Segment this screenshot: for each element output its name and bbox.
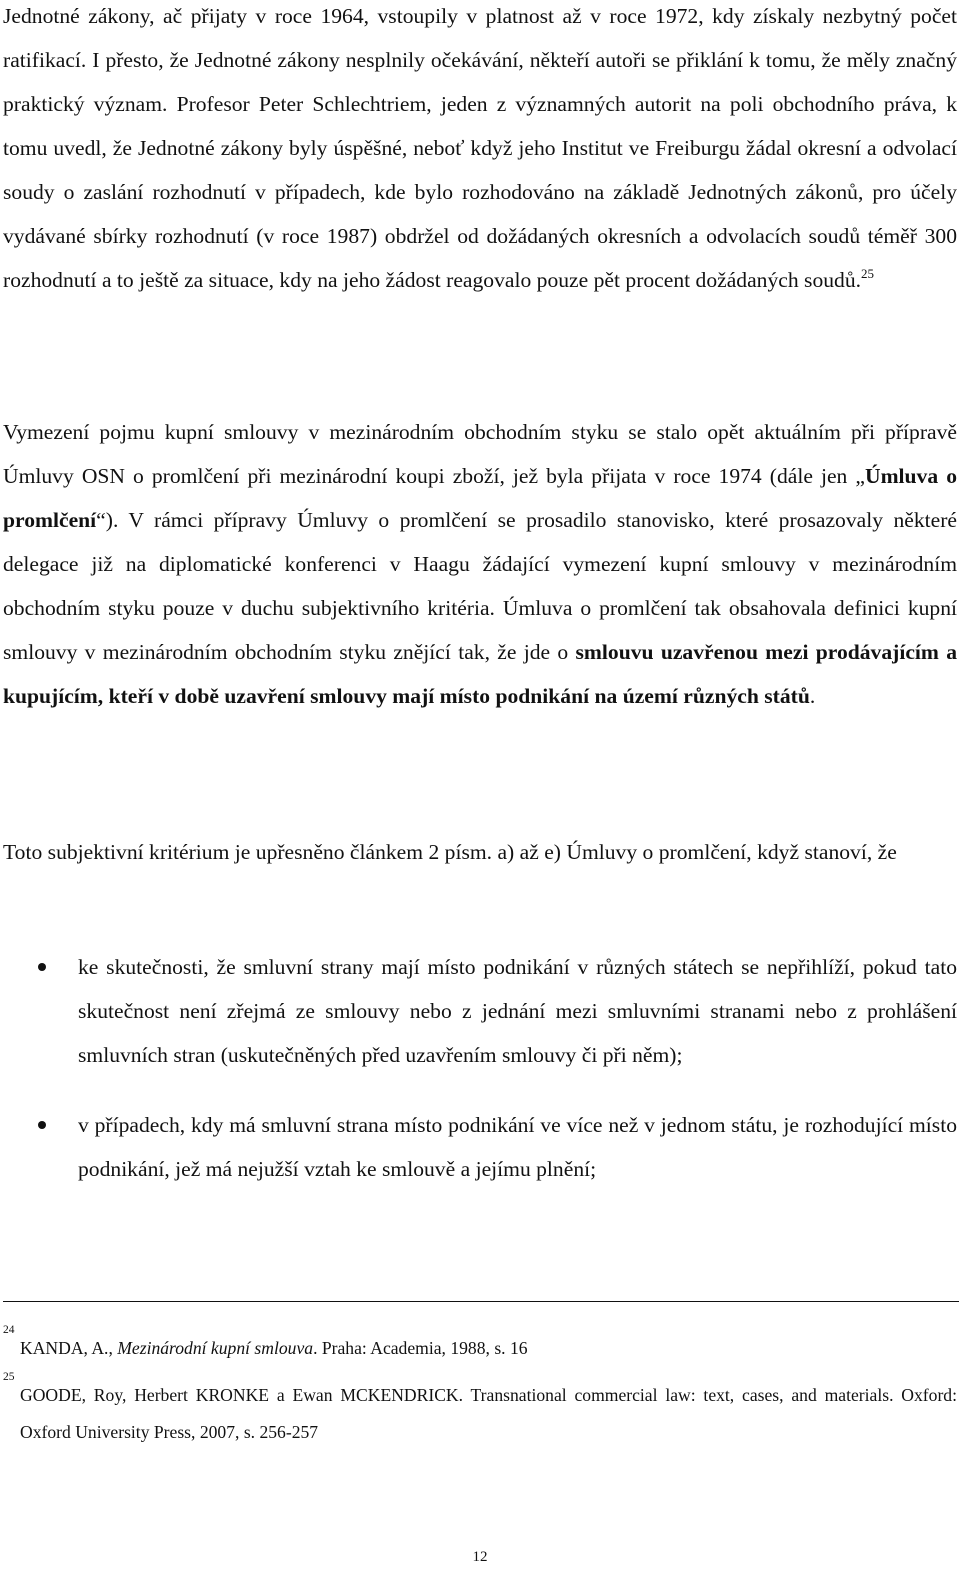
paragraph-2 <box>3 410 957 718</box>
bullet-dot-icon <box>38 1121 46 1129</box>
paragraph-3 <box>3 830 957 874</box>
footnotes <box>0 1324 960 1451</box>
footnote-number: 24 <box>3 1324 15 1336</box>
footnote-text-a: KANDA, A., <box>20 1338 118 1358</box>
paragraph-1-text: Jednotné zákony, ač přijaty v roce 1964, vstoupily v platnost až v roce 1972, kdy získaly nezbytný počet ratifikací. I přesto, že Jednotné zákony nesplnily očekávání, někteří autoři se přiklání k tomu, že měly značný praktický význam. Profesor Peter Schlechtriem, jeden z významných autorit na poli obchodního práva, k tomu uvedl, že Jednotné zákony byly úspěšné, neboť když jeho Institut ve Freiburgu žádal okresní a odvolací soudy o zaslání rozhodnutí v případech, kde bylo rozhodováno na základě Jednotných zákonů, pro účely vydávané sbírky rozhodnutí (v roce 1987) obdržel od dožádaných okresních a odvolacích soudů téměř 300 rozhodnutí a to ještě za situace, kdy na jeho žádost reagovalo pouze pět procent dožádaných soudů. <box>3 4 957 292</box>
paragraph-2-bold-definition: smlouvu uzavřenou mezi prodávajícím a kupujícím, kteří v době uzavření smlouvy mají místo podnikání na území různých států <box>3 640 957 708</box>
bullet-dot-icon <box>38 963 46 971</box>
paragraph-2-bold-term: Úmluva o promlčení <box>3 464 957 532</box>
page-number: 12 <box>472 1549 488 1565</box>
footnote-text-b: . Praha: Academia, 1988, s. 16 <box>313 1338 528 1358</box>
bullet-item <box>0 945 960 1077</box>
paragraph-1 <box>3 0 957 302</box>
paragraph-2-text-c: . <box>809 684 816 708</box>
footnote-text-a: GOODE, Roy, Herbert KRONKE a Ewan MCKENDRICK. Transnational commercial law: text, cases, and materials. Oxford: Oxford University Press, 2007, s. 256-257 <box>20 1385 957 1442</box>
bullet-list <box>0 945 960 1191</box>
footnote-italic-title: Mezinárodní kupní smlouva <box>117 1338 314 1358</box>
paragraph-2-text-a: Vymezení pojmu kupní smlouvy v mezinárodním obchodním styku se stalo opět aktuálním při přípravě Úmluvy OSN o promlčení při mezinárodní koupi zboží, jež byla přijata v roce 1974 (dále jen „ <box>3 420 957 488</box>
bullet-item-text: ke skutečnosti, že smluvní strany mají místo podnikání v různých státech se nepřihlíží, pokud tato skutečnost není zřejmá ze smlouvy nebo z jednání mezi smluvními stranami nebo z prohlášení smluvních stran (uskutečněných před uzavřením smlouvy či při něm); <box>78 955 957 1067</box>
paragraph-2-text-b: “). V rámci přípravy Úmluvy o promlčení se prosadilo stanovisko, které prosazovaly některé delegace již na diplomatické konferenci v Haagu žádající vymezení kupní smlouvy v mezinárodním obchodním styku pouze v duchu subjektivního kritéria. Úmluva o promlčení tak obsahovala definici kupní smlouvy v mezinárodním obchodním styku znějící tak, že jde o <box>3 508 957 664</box>
paragraph-3-text: Toto subjektivní kritérium je upřesněno článkem 2 písm. a) až e) Úmluvy o promlčení, když stanoví, že <box>3 840 897 864</box>
footnote-number: 25 <box>3 1371 15 1383</box>
footnote-separator <box>3 1301 959 1302</box>
bullet-item <box>0 1103 960 1191</box>
footnote-24 <box>0 1324 960 1367</box>
footnote-reference-25: 25 <box>861 266 875 281</box>
bullet-item-text: v případech, kdy má smluvní strana místo podnikání ve více než v jednom státu, je rozhodující místo podnikání, jež má nejužší vztah ke smlouvě a jejímu plnění; <box>78 1113 957 1181</box>
footnote-25 <box>0 1371 960 1451</box>
